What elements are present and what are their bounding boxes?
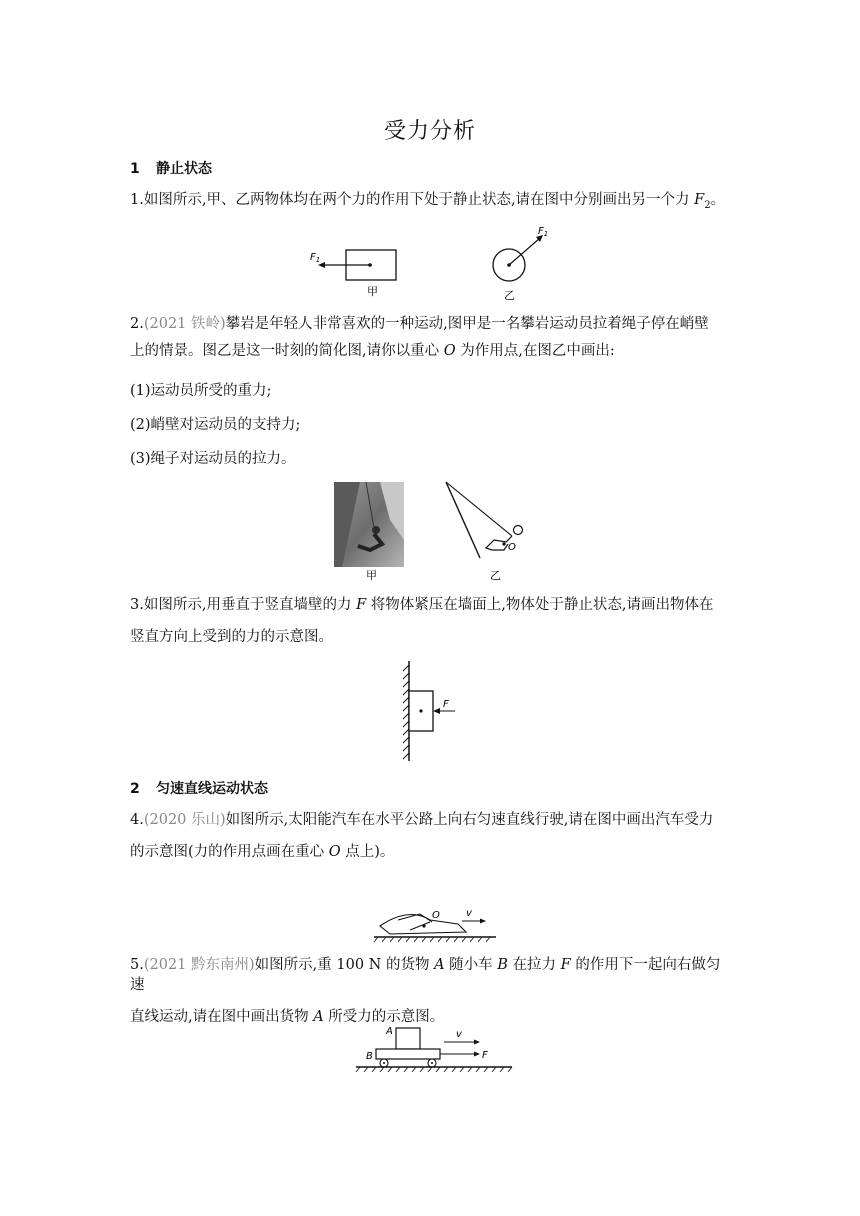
variable: A [313, 1009, 324, 1025]
question-text: 竖直方向上受到的力的示意图。 [130, 629, 333, 645]
variable: F [560, 957, 571, 973]
label-f: F [482, 1050, 488, 1061]
variable: O [328, 844, 341, 860]
label-o: O [508, 542, 516, 553]
question-3 [130, 595, 730, 647]
climber-sketch [446, 482, 523, 582]
section-number: 1 [130, 161, 140, 177]
question-number: 5. [130, 957, 144, 973]
question-text: 直线运动,请在图中画出货物 [130, 1009, 314, 1025]
figure-q5 [352, 1022, 517, 1078]
variable: A [434, 957, 445, 973]
question-4 [130, 810, 730, 862]
question-text: 如图所示,重 100 N 的货物 [254, 957, 435, 973]
climber-photo [334, 482, 404, 582]
question-2 [130, 314, 730, 361]
figure-jia [310, 250, 396, 298]
question-text: 攀岩是年轻人非常喜欢的一种运动,图甲是一名攀岩运动员拉着绳子停在峭壁 [225, 316, 709, 332]
question-number: 2. [130, 316, 144, 332]
section-number: 2 [130, 781, 140, 797]
head-circle [514, 526, 523, 535]
arrow-head [433, 708, 440, 714]
center-dot [502, 542, 505, 545]
label-v: v [456, 1029, 462, 1040]
caption-yi: 乙 [504, 289, 515, 302]
variable: O [443, 343, 456, 359]
question-text: 为作用点,在图乙中画出: [455, 343, 615, 359]
caption-jia: 甲 [367, 285, 378, 298]
question-1 [130, 190, 730, 216]
question-text: 如图所示,太阳能汽车在水平公路上向右匀速直线行驶,请在图中画出汽车受力 [225, 812, 714, 828]
source-tag: (2021 黔东南州) [143, 957, 255, 973]
question-text: 随小车 [444, 957, 498, 973]
source-tag: (2021 铁岭) [143, 316, 226, 332]
label-o: O [432, 910, 440, 921]
question-text: 所受力的示意图。 [323, 1009, 445, 1025]
label-b: B [366, 1051, 373, 1062]
variable: F [356, 597, 367, 613]
label-a: A [386, 1026, 393, 1037]
question-text: 的示意图(力的作用点画在重心 [130, 844, 329, 860]
figure-q3 [395, 657, 475, 767]
section-label: 匀速直线运动状态 [156, 781, 268, 797]
wall-hatching [403, 665, 409, 759]
figure-q2 [330, 480, 550, 585]
ground-hatching [374, 937, 490, 942]
label-f: F [443, 699, 449, 710]
force-label: $F_1$ [310, 252, 321, 264]
question-text: 。 [710, 192, 726, 208]
question-5 [130, 955, 730, 1027]
label-v: v [466, 908, 472, 919]
question-text: 3.如图所示,用垂直于竖直墙壁的力 [130, 597, 357, 613]
figure-yi [493, 226, 548, 302]
variable: F [694, 192, 705, 208]
page-title: 受力分析 [383, 119, 476, 144]
section-heading-1 [130, 158, 212, 178]
cart-b [376, 1049, 440, 1059]
figure-q4 [370, 900, 500, 946]
caption-jia: 甲 [366, 569, 377, 582]
force-label: $F_1$ [538, 226, 549, 238]
question-text: 的作用下一起向右做匀速 [130, 957, 721, 993]
figure-q1 [300, 222, 560, 304]
question-text: 1.如图所示,甲、乙两物体均在两个力的作用下处于静止状态,请在图中分别画出另一个力 [130, 192, 695, 208]
q2-item-2: (2)峭壁对运动员的支持力; [130, 417, 301, 433]
rope-line [446, 482, 512, 536]
arrow-head [480, 919, 486, 924]
center-dot [419, 709, 422, 712]
wheel-axle [383, 1062, 385, 1064]
arrow-head [474, 1040, 480, 1045]
caption-yi: 乙 [490, 569, 501, 582]
question-text: 将物体紧压在墙面上,物体处于静止状态,请画出物体在 [366, 597, 714, 613]
q2-item-1: (1)运动员所受的重力; [130, 383, 272, 399]
question-text: 点上)。 [340, 844, 395, 860]
q2-item-3: (3)绳子对运动员的拉力。 [130, 451, 296, 467]
cliff-line [446, 482, 480, 558]
section-label: 静止状态 [156, 161, 212, 177]
arrow-head [474, 1052, 480, 1057]
question-text: 在拉力 [507, 957, 561, 973]
section-heading-2 [130, 778, 268, 798]
ground-hatching [356, 1067, 512, 1072]
source-tag: (2020 乐山) [143, 812, 226, 828]
wheel-axle [431, 1062, 433, 1064]
subscript: 2 [704, 199, 711, 211]
question-number: 4. [130, 812, 144, 828]
variable: B [497, 957, 508, 973]
question-text: 上的情景。图乙是这一时刻的简化图,请你以重心 [130, 343, 444, 359]
center-dot [422, 924, 425, 927]
cargo-a [396, 1028, 420, 1049]
